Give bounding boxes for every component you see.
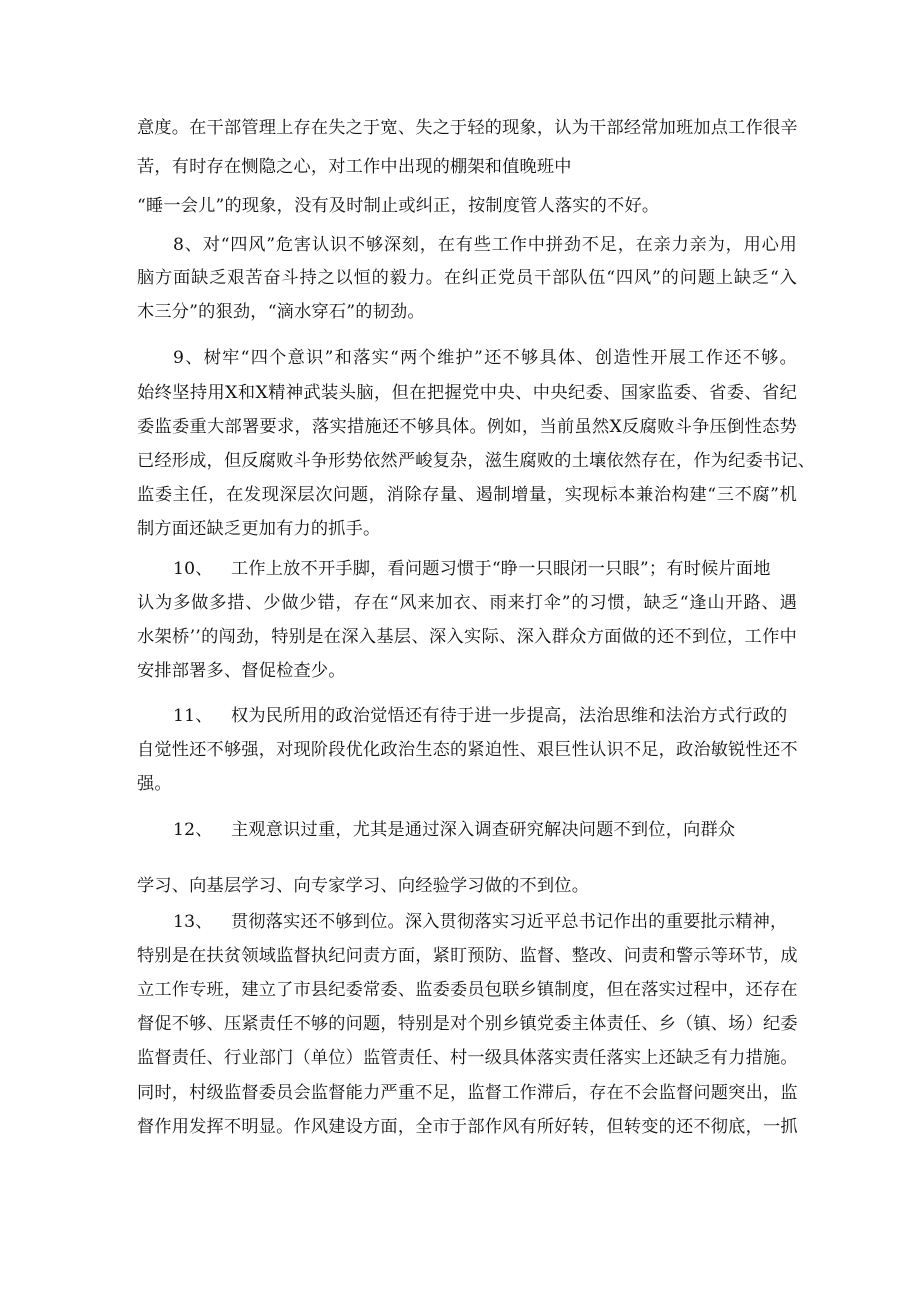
text-line: 监督责任、行业部门（单位）监管责任、村一级具体落实责任落实上还缺乏有力措施。 bbox=[137, 1048, 798, 1068]
text-line: 苦，有时存在恻隐之心，对工作中出现的棚架和值晚班中 bbox=[137, 157, 572, 177]
text-line: 水架桥’’的闯劲，特别是在深入基层、深入实际、深入群众方面做的还不到位，工作中 bbox=[137, 627, 797, 647]
text-span: 权为民所用的政治觉悟还有待于进一步提高，法治思维和法治方式行政的 bbox=[231, 706, 788, 726]
text-line: 特别是在扶贫领域监督执纪问责方面，紧盯预防、监督、整改、问责和警示等环节，成 bbox=[137, 946, 798, 966]
text-line: 督促不够、压紧责任不够的问题，特别是对个别乡镇党委主体责任、乡（镇、场）纪委 bbox=[137, 1014, 798, 1034]
item-number: 10、 bbox=[173, 559, 213, 579]
paragraph-10-first-line bbox=[173, 559, 797, 579]
paragraph-12-first-line bbox=[173, 820, 797, 840]
paragraph-11-first-line bbox=[173, 706, 797, 726]
text-span: 主观意识过重，尤其是通过深入调查研究解决问题不到位，向群众 bbox=[231, 820, 736, 840]
text-line: 委监委重大部署要求，落实措施还不够具体。例如，当前虽然X反腐败斗争压倒性态势 bbox=[137, 417, 797, 437]
item-number: 13、 bbox=[173, 912, 213, 932]
paragraph-13-first-line bbox=[173, 912, 797, 932]
text-line: 强。 bbox=[137, 774, 172, 794]
text-line: 学习、向基层学习、向专家学习、向经验学习做的不到位。 bbox=[137, 876, 590, 896]
text-line: 安排部署多、督促检查少。 bbox=[137, 661, 346, 681]
text-line: 认为多做多措、少做少错，存在“风来加衣、雨来打伞”的习惯，缺乏“逢山开路、遇 bbox=[137, 593, 797, 613]
text-line: 自觉性还不够强，对现阶段优化政治生态的紧迫性、艰巨性认识不足，政治敏锐性还不 bbox=[137, 740, 798, 760]
text-line: 监委主任，在发现深层次问题，消除存量、遏制增量，实现标本兼治构建“三不腐”机 bbox=[137, 485, 797, 505]
text-span: 工作上放不开手脚，看问题习惯于“睁一只眼闭一只眼”；有时候片面地 bbox=[231, 559, 771, 579]
text-line: 同时，村级监督委员会监督能力严重不足，监督工作滞后，存在不会监督问题突出，监 bbox=[137, 1083, 798, 1103]
text-line: 督作用发挥不明显。作风建设方面，全市于部作风有所好转，但转变的还不彻底，一抓 bbox=[137, 1117, 798, 1137]
paragraph-9-first-line: 9、树牢“四个意识”和落实“两个维护”还不够具体、创造性开展工作还不够。 bbox=[173, 348, 797, 368]
text-line: 制方面还缺乏更加有力的抓手。 bbox=[137, 519, 381, 539]
text-line: 立工作专班，建立了市县纪委常委、监委委员包联乡镇制度，但在落实过程中，还存在 bbox=[137, 980, 798, 1000]
paragraph-8-first-line: 8、对“四风”危害认识不够深刻，在有些工作中拼劲不足，在亲力亲为，用心用 bbox=[173, 235, 797, 255]
text-line: 木三分”的狠劲，“滴水穿石”的韧劲。 bbox=[137, 302, 425, 322]
item-number: 12、 bbox=[173, 820, 213, 840]
text-line: “睡一会儿”的现象，没有及时制止或纠正，按制度管人落实的不好。 bbox=[137, 196, 660, 216]
text-line: 已经形成，但反腐败斗争形势依然严峻复杂，滋生腐败的土壤依然存在，作为纪委书记、 bbox=[137, 451, 816, 471]
text-line: 意度。在干部管理上存在失之于宽、失之于轻的现象，认为干部经常加班加点工作很辛 bbox=[137, 118, 798, 138]
text-line: 脑方面缺乏艰苦奋斗持之以恒的毅力。在纠正党员干部队伍“四风”的问题上缺乏“入 bbox=[137, 268, 797, 288]
item-number: 11、 bbox=[173, 706, 213, 726]
text-line: 始终坚持用X和X精神武装头脑，但在把握党中央、中央纪委、国家监委、省委、省纪 bbox=[137, 383, 797, 403]
text-span: 贯彻落实还不够到位。深入贯彻落实习近平总书记作出的重要批示精神， bbox=[231, 912, 788, 932]
